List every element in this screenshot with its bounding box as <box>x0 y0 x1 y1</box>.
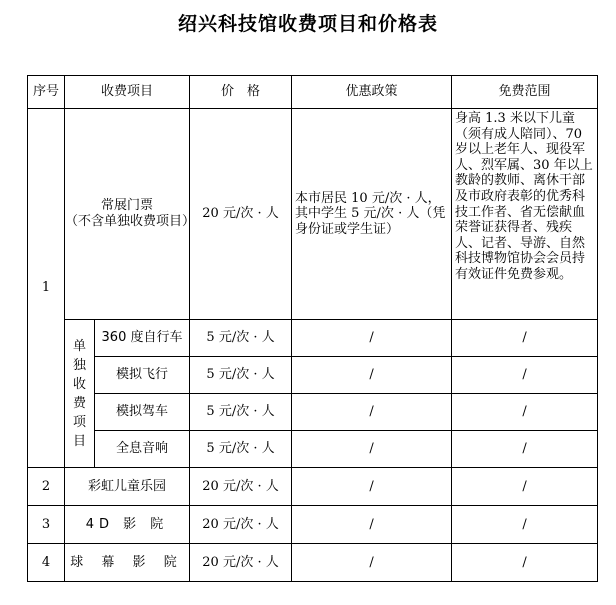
discount-cell: / <box>292 357 452 394</box>
page-title: 绍兴科技馆收费项目和价格表 <box>177 13 438 35</box>
price-cell: 20 元/次 · 人 <box>190 468 292 506</box>
sub-item-name: 模拟飞行 <box>95 357 190 394</box>
discount-cell: / <box>292 506 452 544</box>
table-row <box>28 431 598 468</box>
free-scope-cell: / <box>452 468 598 506</box>
header-row <box>28 76 598 109</box>
table-row <box>28 109 598 320</box>
discount-cell: / <box>292 468 452 506</box>
header-free: 免费范围 <box>452 76 598 109</box>
table-row <box>28 357 598 394</box>
discount-cell: / <box>292 431 452 468</box>
item-name: 4D 影 院 <box>65 506 190 544</box>
price-cell: 20 元/次 · 人 <box>190 506 292 544</box>
sub-item-name: 模拟驾车 <box>95 394 190 431</box>
free-scope-cell: / <box>452 544 598 582</box>
sub-item-name: 360 度自行车 <box>95 320 190 357</box>
discount-cell: / <box>292 394 452 431</box>
item-cell <box>65 109 196 320</box>
item-name: 球 幕 影 院 <box>65 544 190 582</box>
row-number: 2 <box>28 468 65 506</box>
item-name: 彩虹儿童乐园 <box>65 468 190 506</box>
price-cell: 5 元/次 · 人 <box>190 357 292 394</box>
header-item: 收费项目 <box>65 76 190 109</box>
group-label: 单独收费项目 <box>65 320 95 468</box>
price-table <box>27 75 598 582</box>
price-cell: 20 元/次 · 人 <box>190 544 292 582</box>
table-row <box>28 394 598 431</box>
free-scope-cell: 身高 1.3 米以下儿童（须有成人陪同）、70 岁以上老年人、现役军人、烈军属、30 年以上教龄的教师、离休干部及市政府表彰的优秀科技工作者、省无偿献血荣誉证获得者、残疾人、记者、导游、自然科技博物馆协会会员持有效证件免费参观。 <box>452 109 598 320</box>
free-scope-cell: / <box>452 506 598 544</box>
free-scope-cell: / <box>452 357 598 394</box>
table-row <box>28 544 598 582</box>
header-no: 序号 <box>28 76 65 109</box>
price-cell: 5 元/次 · 人 <box>190 394 292 431</box>
discount-cell: / <box>292 320 452 357</box>
table-row <box>28 506 598 544</box>
item-name: 常展门票 <box>101 198 154 214</box>
header-price: 价 格 <box>190 76 292 109</box>
price-cell: 5 元/次 · 人 <box>190 320 292 357</box>
row-number: 4 <box>28 544 65 582</box>
sub-item-name: 全息音响 <box>95 431 190 468</box>
free-scope-cell: / <box>452 320 598 357</box>
discount-cell: / <box>292 544 452 582</box>
header-discount: 优惠政策 <box>292 76 452 109</box>
price-cell: 20 元/次 · 人 <box>190 109 292 320</box>
price-cell: 5 元/次 · 人 <box>190 431 292 468</box>
table-row <box>28 468 598 506</box>
item-note: （不含单独收费项目） <box>65 214 196 229</box>
row-number: 3 <box>28 506 65 544</box>
table-row <box>28 320 598 357</box>
discount-cell: 本市居民 10 元/次 · 人，其中学生 5 元/次 · 人（凭身份证或学生证） <box>292 109 452 320</box>
row-number: 1 <box>28 109 65 468</box>
free-scope-cell: / <box>452 431 598 468</box>
free-scope-cell: / <box>452 394 598 431</box>
